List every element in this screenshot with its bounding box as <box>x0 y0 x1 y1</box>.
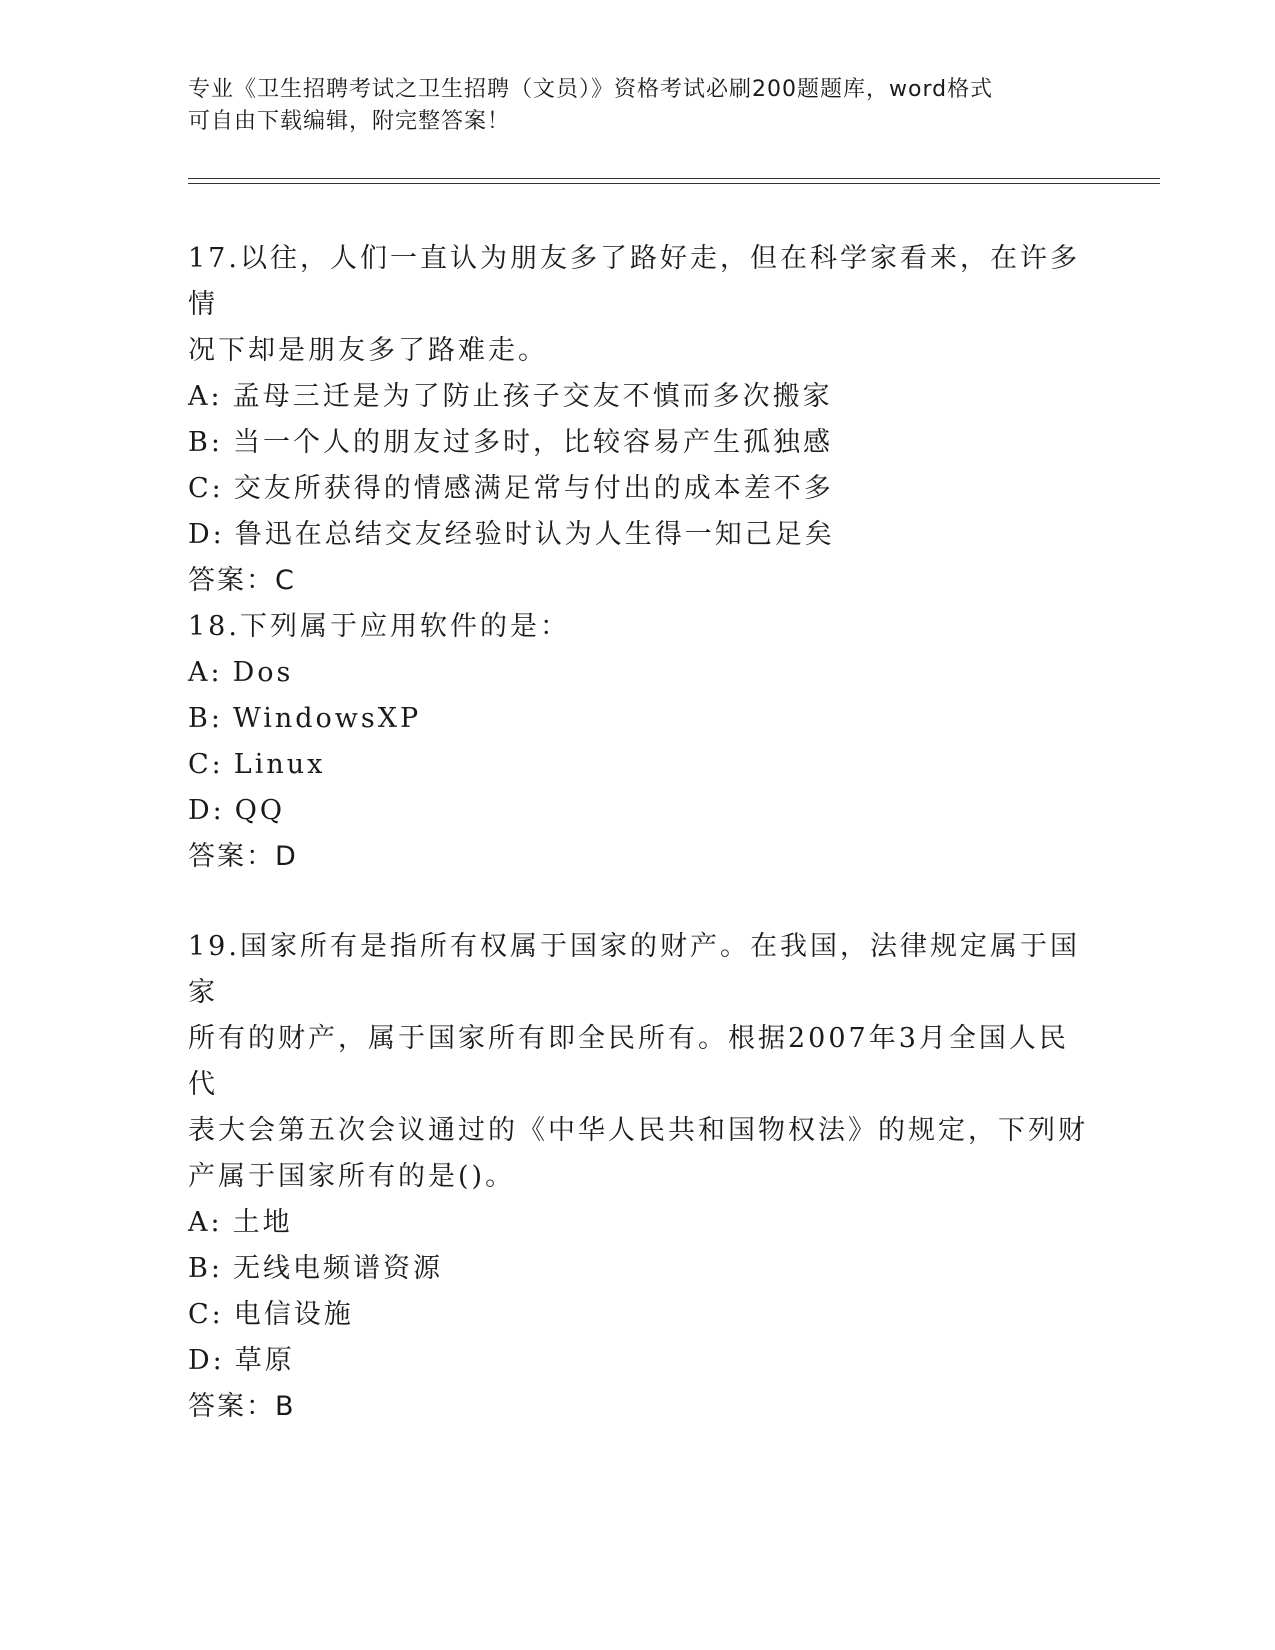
answer-line: 答案：D <box>188 841 298 872</box>
option-c <box>188 466 1088 512</box>
question-stem-line: 19.国家所有是指所有权属于国家的财产。在我国，法律规定属于国家 <box>188 931 1080 1008</box>
answer-line: 答案：C <box>188 565 296 596</box>
option-d <box>188 788 1088 834</box>
question-stem-line: 18.下列属于应用软件的是： <box>188 611 570 642</box>
option-letter: D: <box>188 1345 225 1376</box>
header-divider-bottom <box>188 183 1160 184</box>
option-text: Dos <box>232 657 294 688</box>
question-17 <box>188 236 1088 604</box>
option-text: 鲁迅在总结交友经验时认为人生得一知己足矣 <box>234 519 835 550</box>
option-c <box>188 742 1088 788</box>
option-b <box>188 696 1088 742</box>
option-letter: C: <box>188 1299 224 1330</box>
option-text: 无线电频谱资源 <box>232 1253 443 1284</box>
option-c <box>188 1292 1088 1338</box>
option-a <box>188 374 1088 420</box>
option-letter: A: <box>188 381 223 412</box>
option-letter: B: <box>188 703 223 734</box>
question-18 <box>188 604 1088 880</box>
option-d <box>188 512 1088 558</box>
option-letter: D: <box>188 795 225 826</box>
option-text: 孟母三迁是为了防止孩子交友不慎而多次搬家 <box>232 381 833 412</box>
option-letter: C: <box>188 749 224 780</box>
header-line-1: 专业《卫生招聘考试之卫生招聘（文员）》资格考试必刷200题题库，word格式 <box>188 77 994 102</box>
question-stem-line: 表大会第五次会议通过的《中华人民共和国物权法》的规定，下列财 <box>188 1115 1088 1146</box>
header-line-2: 可自由下载编辑，附完整答案！ <box>188 109 511 134</box>
option-text: 当一个人的朋友过多时，比较容易产生孤独感 <box>232 427 833 458</box>
option-letter: B: <box>188 1253 223 1284</box>
option-letter: A: <box>188 657 223 688</box>
option-text: WindowsXP <box>232 703 422 734</box>
option-letter: A: <box>188 1207 223 1238</box>
question-stem-line: 所有的财产，属于国家所有即全民所有。根据2007年3月全国人民代 <box>188 1023 1069 1100</box>
option-letter: D: <box>188 519 225 550</box>
option-d <box>188 1338 1088 1384</box>
question-stem-line: 况下却是朋友多了路难走。 <box>188 335 548 366</box>
option-a <box>188 650 1088 696</box>
question-stem-line: 17.以往，人们一直认为朋友多了路好走，但在科学家看来，在许多情 <box>188 243 1080 320</box>
question-19 <box>188 924 1088 1430</box>
option-text: Linux <box>233 749 326 780</box>
option-b <box>188 420 1088 466</box>
option-text: 交友所获得的情感满足常与付出的成本差不多 <box>233 473 834 504</box>
question-stem-line: 产属于国家所有的是()。 <box>188 1161 516 1192</box>
header-divider-top <box>188 178 1160 179</box>
option-text: 土地 <box>232 1207 293 1238</box>
option-a <box>188 1200 1088 1246</box>
option-text: 草原 <box>234 1345 295 1376</box>
option-letter: C: <box>188 473 224 504</box>
option-b <box>188 1246 1088 1292</box>
option-text: QQ <box>234 795 286 826</box>
option-text: 电信设施 <box>233 1299 354 1330</box>
option-letter: B: <box>188 427 223 458</box>
answer-line: 答案：B <box>188 1391 296 1422</box>
document-header <box>188 74 1088 138</box>
